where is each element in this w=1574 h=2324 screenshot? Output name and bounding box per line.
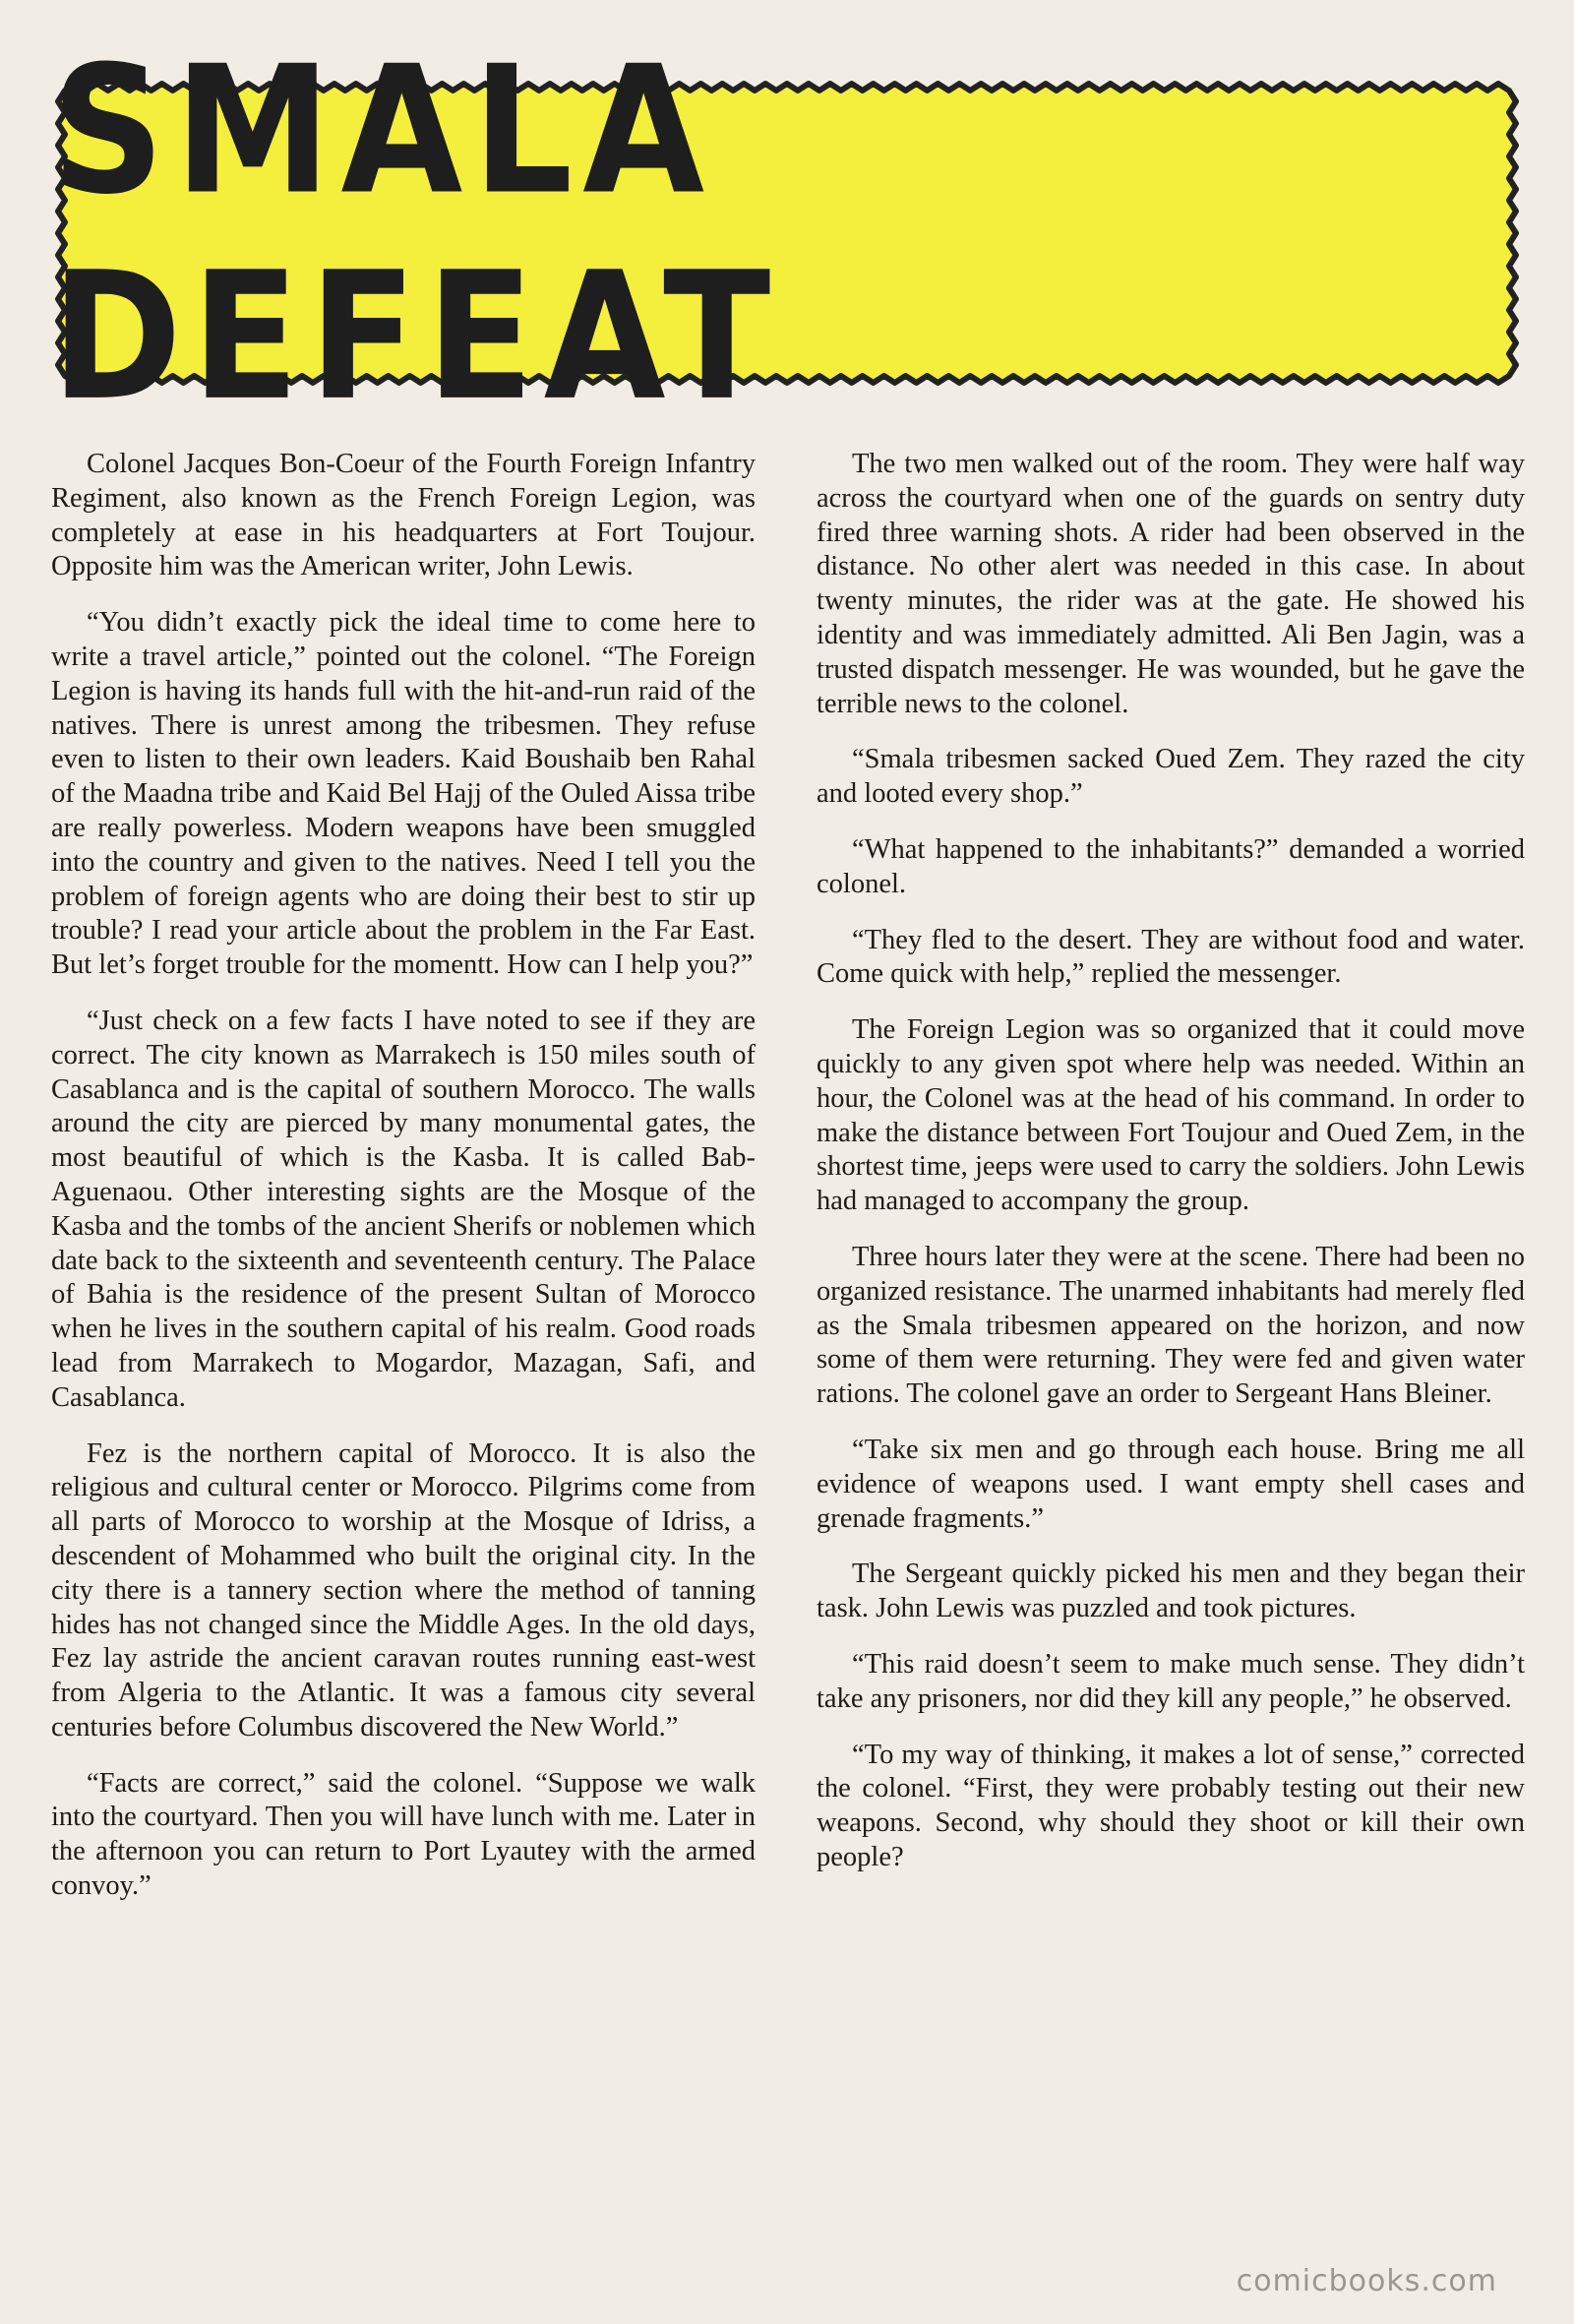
paragraph: “Facts are correct,” said the colonel. “Suppose we walk into the courtyard. Then you will have lunch with me. Later in the afternoon you can return to Port Lyautey with the armed convoy.” bbox=[51, 1767, 756, 1902]
paragraph: Fez is the northern capital of Morocco. It is also the religious and cultural center or Morocco. Pilgrims come from all parts of Morocco to worship at the Mosque of Idriss, a descendent of Mohammed who built the original city. In the city there is a tannery section where the method of tanning hides has not changed since the Middle Ages. In the old days, Fez lay astride the ancient caravan routes running east-west from Algeria to the Atlantic. It was a famous city several centuries before Columbus discovered the New World.” bbox=[51, 1437, 756, 1743]
title-banner bbox=[51, 27, 1523, 440]
paragraph: “You didn’t exactly pick the ideal time to come here to write a travel article,” pointed out the colonel. “The Foreign Legion is having its hands full with the hit-and-run raid of the natives. There is unrest among the tribesmen. They refuse even to listen to their own leaders. Kaid Boushaib ben Rahal of the Maadna tribe and Kaid Bel Hajj of the Ouled Aissa tribe are really powerless. Modern weapons have been smuggled into the country and given to the natives. Need I tell you the problem of foreign agents who are doing their best to stir up trouble? I read your article about the problem in the Far East. But let’s forget trouble for the momentt. How can I help you?” bbox=[51, 607, 756, 981]
paragraph: “They fled to the desert. They are without food and water. Come quick with help,” replied the messenger. bbox=[817, 924, 1525, 990]
paragraph: The Foreign Legion was so organized that it could move quickly to any given spot where help was needed. Within an hour, the Colonel was at the head of his command. In order to make the distance between Fort Toujour and Oued Zem, in the shortest time, jeeps were used to carry the soldiers. John Lewis had managed to accompany the group. bbox=[817, 1014, 1525, 1217]
paragraph: “This raid doesn’t seem to make much sense. They didn’t take any prisoners, nor did they kill any people,” he observed. bbox=[817, 1648, 1525, 1714]
paragraph: Colonel Jacques Bon-Coeur of the Fourth Foreign Infantry Regiment, also known as the French Foreign Legion, was completely at ease in his headquarters at Fort Toujour. Opposite him was the American writer, John Lewis. bbox=[51, 449, 756, 582]
paragraph: “Take six men and go through each house. Bring me all evidence of weapons used. I want empty shell cases and grenade fragments.” bbox=[817, 1434, 1525, 1534]
left-column bbox=[51, 448, 756, 1926]
right-column bbox=[817, 448, 1525, 1897]
paragraph: “To my way of thinking, it makes a lot of sense,” corrected the colonel. “First, they were probably testing out their new weapons. Second, why should they shoot or kill their own people? bbox=[817, 1739, 1525, 1872]
paragraph: “What happened to the inhabitants?” demanded a worried colonel. bbox=[817, 833, 1525, 899]
watermark-text: comicbooks.com bbox=[1236, 2264, 1497, 2298]
paragraph: “Just check on a few facts I have noted to see if they are correct. The city known as Marrakech is 150 miles south of Casablanca and is the capital of southern Morocco. The walls around the city are pierced by many monumental gates, the most beautiful of which is the Kasba. It is called Bab-Aguenaou. Other interesting sights are the Mosque of the Kasba and the tombs of the ancient Sherifs or noblemen which date back to the sixteenth and seventeenth century. The Palace of Bahia is the residence of the present Sultan of Morocco when he lives in the southern capital of his realm. Good roads lead from Marrakech to Mogardor, Mazagan, Safi, and Casablanca. bbox=[51, 1005, 756, 1413]
paragraph: Three hours later they were at the scene. There had been no organized resistance. The unarmed inhabitants had merely fled as the Smala tribesmen appeared on the horizon, and now some of them were returning. They were fed and given water rations. The colonel gave an order to Sergeant Hans Bleiner. bbox=[817, 1241, 1525, 1410]
paragraph: The two men walked out of the room. They were half way across the courtyard when one of the guards on sentry duty fired three warning shots. A rider had been observed in the distance. No other alert was needed in this case. In about twenty minutes, the rider was at the gate. He showed his identity and was immediately admitted. Ali Ben Jagin, was a trusted dispatch messenger. He was wounded, but he gave the terrible news to the colonel. bbox=[817, 449, 1525, 719]
page-title: SMALA DEFEAT bbox=[51, 27, 781, 440]
paragraph: “Smala tribesmen sacked Oued Zem. They razed the city and looted every shop.” bbox=[817, 744, 1525, 810]
paragraph: The Sergeant quickly picked his men and they began their task. John Lewis was puzzled and took pictures. bbox=[817, 1559, 1525, 1624]
